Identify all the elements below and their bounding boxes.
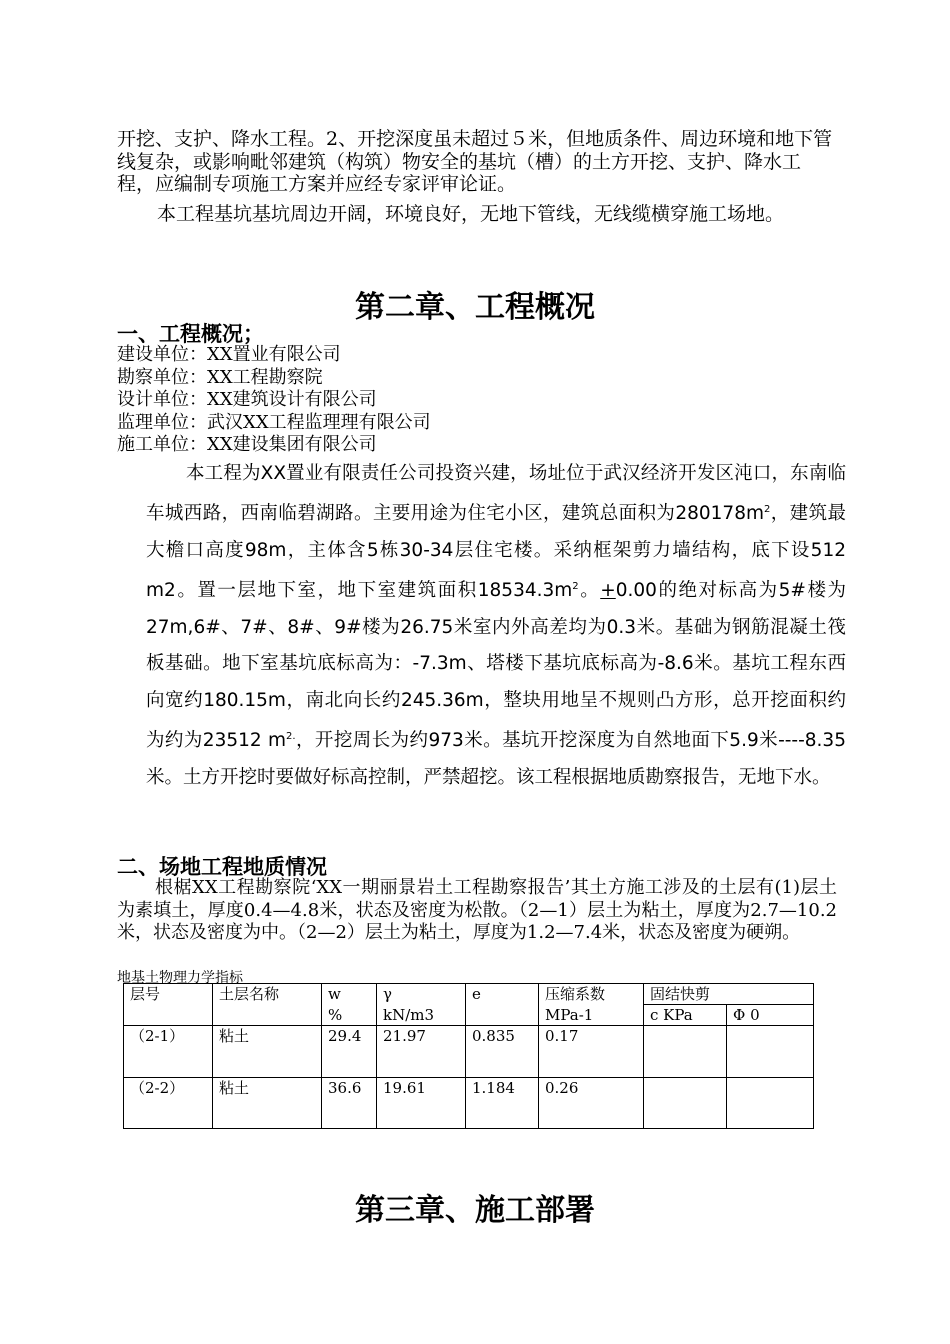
plus-minus: + (600, 580, 616, 602)
header-shear: 固结快剪 (644, 984, 814, 1005)
table-row: （2-1） 粘土 29.4 21.97 0.835 0.17 (124, 1026, 814, 1078)
overview-text: ，建筑最大檐口高度98m，主体含5栋30-34层住宅楼。采纳框架剪力墙结构，底下设512 m2。置一层地下室，地下室建筑面积18534.3m (146, 503, 846, 602)
unit-survey: 勘察单位：XX工程勘察院 (117, 366, 323, 388)
chapter-2-title: 第二章、工程概况 (355, 290, 595, 325)
header-phi: Φ 0 (727, 1005, 814, 1026)
unit-list (117, 344, 431, 457)
unit-construction: 施工单位：XX建设集团有限公司 (117, 434, 377, 455)
intro-paragraph: 开挖、支护、降水工程。2、开挖深度虽未超过５米，但地质条件、周边环境和地下管线复杂，或影响毗邻建筑（构筑）物安全的基坑（槽）的土方开挖、支护、降水工程，应编制专项施工方案并应经专家评审论证。 (117, 128, 833, 195)
header-layer: 层号 (124, 984, 213, 1026)
unit-owner: 建设单位：XX置业有限公司 (117, 344, 341, 365)
header-compress: 压缩系数 (539, 984, 644, 1005)
header-gamma: γ (377, 984, 466, 1005)
project-overview (146, 456, 846, 796)
soil-table (123, 983, 814, 1129)
intro-paragraph-2: 本工程基坑基坑周边开阔，环境良好，无地下管线，无线缆横穿施工场地。 (157, 203, 785, 225)
overview-text: 。 (578, 580, 601, 602)
superscript: 2 (763, 504, 771, 516)
overview-text: 本工程为XX置业有限责任公司投资兴建，场址位于武汉经济开发区沌口，东南临车城西路，西南临碧湖路。主要用途为住宅小区，建筑总面积为280178m (146, 463, 846, 525)
header-c: c KPa (644, 1005, 727, 1026)
unit-design: 设计单位：XX建筑设计有限公司 (117, 389, 377, 410)
superscript: 2 (572, 581, 579, 593)
table-caption: 地基土物理力学指标 (117, 970, 243, 986)
overview-text: ，开挖周长为约973米。基坑开挖深度为自然地面下5.9米----8.35米。土方开挖时要做好标高控制，严禁超挖。该工程根据地质勘察报告，无地下水。 (146, 730, 846, 788)
overview-text: 0.00的绝对标高为5#楼为27m,6#、7#、8#、9#楼为26.75米室内外高差均为0.3米。基础为钢筋混凝土筏板基础。地下室基坑底标高为：-7.3m、塔楼下基坑底标高为-8.6米。基坑工程东西向宽约180.15m，南北向长约245.36m，整块用地呈不规则凸方形，总开挖面积约为约为23512 m (146, 580, 846, 752)
section-1-heading: 一、工程概况； (117, 322, 264, 346)
unit-supervision: 监理单位：武汉XX工程监理理有限公司 (117, 411, 431, 433)
superscript: 2. (285, 731, 296, 743)
geology-paragraph: 根椐XX工程勘察院‘XX一期丽景岩土工程勘察报告’其土方施工涉及的土层有(1)层土为素填土，厚度0.4—4.8米，状态及密度为松散。（2—1）层土为粘土，厚度为2.7—10.2米，状态及密度为中。（2—2）层土为粘土，厚度为1.2—7.4米，状态及密度为硬朔。 (117, 877, 837, 943)
unit-gamma: kN/m3 (377, 1005, 466, 1026)
table-row: （2-2） 粘土 36.6 19.61 1.184 0.26 (124, 1078, 814, 1129)
unit-w: % (322, 1005, 377, 1026)
header-e: e (466, 984, 539, 1005)
chapter-3-title: 第三章、施工部署 (355, 1193, 595, 1228)
header-soil-name: 土层名称 (213, 984, 322, 1026)
header-w: w (322, 984, 377, 1005)
unit-compress: MPa-1 (539, 1005, 644, 1026)
section-2-heading: 二、场地工程地质情况 (117, 855, 327, 879)
